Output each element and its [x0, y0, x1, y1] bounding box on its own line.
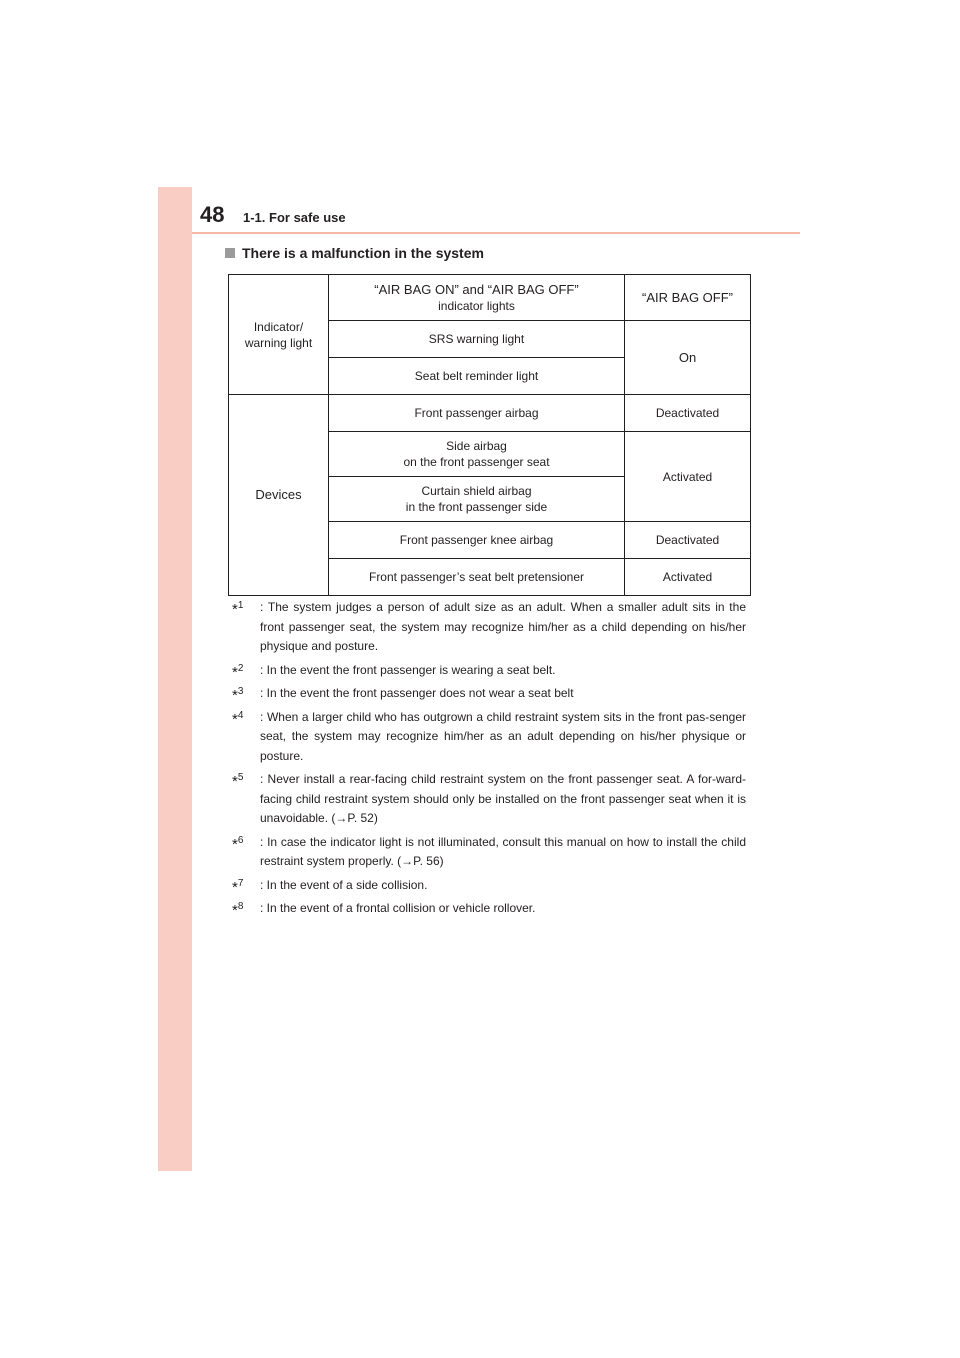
footnote-text: : In the event of a side collision.	[260, 877, 428, 892]
on-value: On	[678, 349, 697, 365]
footnote	[232, 899, 746, 919]
table-row	[329, 559, 625, 596]
footnote-text: : In case the indicator light is not illuminated, consult this manual on how to install the child restraint system properly. (→P. 56)	[260, 834, 746, 868]
device-name: Front passenger knee airbag	[399, 533, 554, 547]
table-row	[329, 522, 625, 559]
indicator-label: Indicator/ warning light	[244, 319, 313, 350]
header-rule	[192, 232, 800, 234]
heading-text: There is a malfunction in the system	[242, 245, 484, 261]
footnote	[232, 661, 746, 681]
footnote	[232, 876, 746, 896]
table-row	[329, 477, 625, 522]
section-title: 1-1. For safe use	[243, 210, 346, 225]
device-status: Activated	[662, 570, 713, 584]
col-header-indicator-lights	[329, 275, 625, 321]
device-name: Front passenger’s seat belt pretensioner	[368, 570, 584, 584]
device-name-line2: on the front passenger seat	[403, 455, 550, 469]
col-header-line1: “AIR BAG ON” and “AIR BAG OFF”	[374, 281, 579, 297]
footnote-mark: *$^4$	[232, 709, 244, 728]
table-row	[329, 432, 625, 477]
footnote	[232, 770, 746, 829]
devices-label-cell	[229, 395, 329, 596]
footnote	[232, 598, 746, 657]
footnote	[232, 833, 746, 872]
footnote-mark: *$^3$	[232, 686, 244, 704]
footnote-mark: *$^7$	[232, 877, 244, 896]
page-number: 48	[200, 202, 225, 227]
footnote-list	[232, 598, 746, 923]
seat-belt-reminder-light: Seat belt reminder light	[414, 369, 539, 383]
footnote-mark: *$^6$	[232, 834, 244, 853]
footnote-text: : Never install a rear-facing child restraint system on the front passenger seat. A for-ward-facing child restraint system should only be installed on the front passenger seat when it is unavoidable. (→P. 52)	[260, 772, 746, 825]
footnote-text: : In the event the front passenger does not wear a seat belt	[260, 686, 574, 700]
side-tab-bar	[158, 187, 192, 1171]
status-cell	[625, 432, 751, 522]
footnote-text: : When a larger child who has outgrown a child restraint system sits in the front pas-senger seat, the system may recognize him/her as an adult depending on his/her physique or posture.	[260, 709, 746, 763]
col-header-line2: indicator lights	[438, 298, 515, 313]
device-status: Activated	[662, 469, 713, 484]
footnote-mark: *$^5$	[232, 772, 244, 790]
col-header-airbag-off-text: “AIR BAG OFF”	[642, 289, 733, 305]
square-bullet-icon	[225, 248, 235, 258]
device-name: Front passenger airbag	[414, 406, 539, 420]
device-status: Deactivated	[655, 533, 720, 547]
srs-warning-light: SRS warning light	[428, 332, 525, 346]
device-name-line1: Curtain shield airbag	[421, 484, 532, 498]
footnote	[232, 708, 746, 767]
devices-label: Devices	[255, 487, 302, 502]
seat-belt-reminder-cell	[329, 358, 625, 395]
status-cell	[625, 522, 751, 559]
on-value-cell	[625, 321, 751, 395]
srs-warning-light-cell	[329, 321, 625, 358]
footnote-mark: *$^1$	[232, 600, 244, 618]
footnote-text: : In the event the front passenger is wearing a seat belt.	[260, 662, 556, 677]
airbag-status-table	[228, 274, 751, 596]
subsection-heading	[225, 242, 484, 264]
footnote	[232, 684, 746, 704]
device-name-line1: Side airbag	[446, 439, 507, 453]
col-header-airbag-off	[625, 275, 751, 321]
footnote-mark: *$^2$	[232, 662, 244, 681]
footnote-text: : The system judges a person of adult size as an adult. When a smaller adult sits in the front passenger seat, the system may recognize him/her as a child depending on his/her physique and posture.	[260, 600, 746, 653]
indicator-label-cell	[229, 275, 329, 395]
table-row	[329, 395, 625, 432]
status-cell	[625, 559, 751, 596]
footnote-text: : In the event of a frontal collision or vehicle rollover.	[260, 901, 536, 915]
device-status: Deactivated	[655, 406, 720, 420]
device-name-line2: in the front passenger side	[405, 500, 548, 514]
status-cell	[625, 395, 751, 432]
footnote-mark: *$^8$	[232, 901, 244, 919]
